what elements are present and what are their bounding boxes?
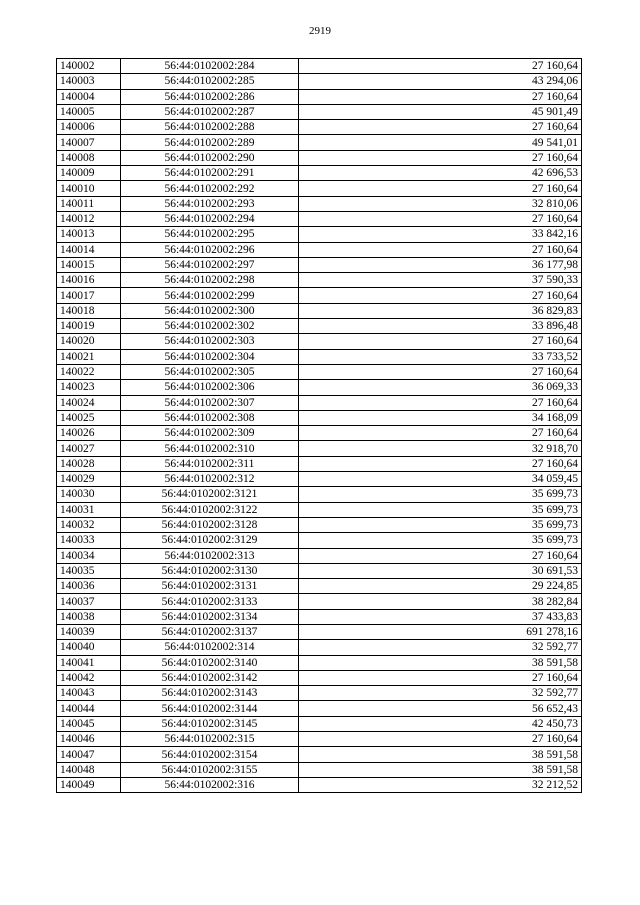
table-row [57, 456, 582, 471]
cadastral-value-cell: 27 160,64 [299, 211, 582, 226]
cadastral-value-cell: 32 592,77 [299, 686, 582, 701]
cadastral-number-cell: 56:44:0102002:290 [121, 150, 299, 165]
cadastral-number-cell: 56:44:0102002:287 [121, 104, 299, 119]
row-id-cell: 140031 [57, 502, 121, 517]
cadastral-number-cell: 56:44:0102002:313 [121, 548, 299, 563]
cadastral-number-cell: 56:44:0102002:3155 [121, 762, 299, 777]
cadastral-value-cell: 36 829,83 [299, 303, 582, 318]
table-row [57, 747, 582, 762]
row-id-cell: 140047 [57, 747, 121, 762]
cadastral-number-cell: 56:44:0102002:3129 [121, 533, 299, 548]
table-row [57, 273, 582, 288]
row-id-cell: 140010 [57, 181, 121, 196]
cadastral-value-cell: 56 652,43 [299, 701, 582, 716]
cadastral-value-cell: 35 699,73 [299, 533, 582, 548]
table-row [57, 380, 582, 395]
row-id-cell: 140014 [57, 242, 121, 257]
cadastral-value-cell: 32 212,52 [299, 777, 582, 792]
cadastral-value-cell: 27 160,64 [299, 89, 582, 104]
table-row [57, 533, 582, 548]
cadastral-value-cell: 42 450,73 [299, 716, 582, 731]
row-id-cell: 140015 [57, 257, 121, 272]
cadastral-value-cell: 37 433,83 [299, 609, 582, 624]
row-id-cell: 140049 [57, 777, 121, 792]
cadastral-value-cell: 32 592,77 [299, 640, 582, 655]
table-body [57, 59, 582, 793]
row-id-cell: 140023 [57, 380, 121, 395]
row-id-cell: 140034 [57, 548, 121, 563]
cadastral-number-cell: 56:44:0102002:309 [121, 426, 299, 441]
cadastral-value-cell: 27 160,64 [299, 242, 582, 257]
row-id-cell: 140012 [57, 211, 121, 226]
row-id-cell: 140016 [57, 273, 121, 288]
cadastral-value-table [56, 58, 582, 793]
table-row [57, 716, 582, 731]
table-row [57, 59, 582, 74]
table-row [57, 166, 582, 181]
cadastral-number-cell: 56:44:0102002:3144 [121, 701, 299, 716]
table-row [57, 426, 582, 441]
cadastral-number-cell: 56:44:0102002:307 [121, 395, 299, 410]
cadastral-value-cell: 38 591,58 [299, 762, 582, 777]
cadastral-number-cell: 56:44:0102002:295 [121, 227, 299, 242]
cadastral-value-cell: 32 810,06 [299, 196, 582, 211]
cadastral-number-cell: 56:44:0102002:293 [121, 196, 299, 211]
cadastral-number-cell: 56:44:0102002:306 [121, 380, 299, 395]
cadastral-value-cell: 27 160,64 [299, 181, 582, 196]
cadastral-number-cell: 56:44:0102002:308 [121, 410, 299, 425]
row-id-cell: 140003 [57, 74, 121, 89]
row-id-cell: 140009 [57, 166, 121, 181]
cadastral-number-cell: 56:44:0102002:3134 [121, 609, 299, 624]
cadastral-value-cell: 33 896,48 [299, 319, 582, 334]
cadastral-value-cell: 34 059,45 [299, 472, 582, 487]
cadastral-number-cell: 56:44:0102002:288 [121, 120, 299, 135]
table-row [57, 655, 582, 670]
table-row [57, 609, 582, 624]
page-number: 2919 [309, 25, 331, 37]
cadastral-number-cell: 56:44:0102002:312 [121, 472, 299, 487]
row-id-cell: 140039 [57, 624, 121, 639]
row-id-cell: 140046 [57, 732, 121, 747]
cadastral-number-cell: 56:44:0102002:3140 [121, 655, 299, 670]
cadastral-number-cell: 56:44:0102002:3133 [121, 594, 299, 609]
row-id-cell: 140048 [57, 762, 121, 777]
cadastral-number-cell: 56:44:0102002:3145 [121, 716, 299, 731]
table-row [57, 104, 582, 119]
row-id-cell: 140029 [57, 472, 121, 487]
cadastral-value-cell: 42 696,53 [299, 166, 582, 181]
cadastral-value-cell: 38 591,58 [299, 655, 582, 670]
row-id-cell: 140025 [57, 410, 121, 425]
table-row [57, 120, 582, 135]
table-row [57, 89, 582, 104]
row-id-cell: 140017 [57, 288, 121, 303]
cadastral-value-cell: 27 160,64 [299, 426, 582, 441]
cadastral-value-cell: 38 591,58 [299, 747, 582, 762]
row-id-cell: 140038 [57, 609, 121, 624]
row-id-cell: 140036 [57, 579, 121, 594]
row-id-cell: 140013 [57, 227, 121, 242]
table-row [57, 502, 582, 517]
table-row [57, 548, 582, 563]
cadastral-number-cell: 56:44:0102002:3143 [121, 686, 299, 701]
table-row [57, 686, 582, 701]
row-id-cell: 140005 [57, 104, 121, 119]
row-id-cell: 140042 [57, 670, 121, 685]
row-id-cell: 140044 [57, 701, 121, 716]
cadastral-number-cell: 56:44:0102002:316 [121, 777, 299, 792]
table-row [57, 395, 582, 410]
cadastral-value-cell: 36 069,33 [299, 380, 582, 395]
table-row [57, 441, 582, 456]
cadastral-number-cell: 56:44:0102002:3131 [121, 579, 299, 594]
table-row [57, 334, 582, 349]
table-row [57, 364, 582, 379]
table-row [57, 563, 582, 578]
cadastral-number-cell: 56:44:0102002:3154 [121, 747, 299, 762]
row-id-cell: 140030 [57, 487, 121, 502]
row-id-cell: 140021 [57, 349, 121, 364]
table-row [57, 349, 582, 364]
cadastral-number-cell: 56:44:0102002:291 [121, 166, 299, 181]
cadastral-value-cell: 27 160,64 [299, 334, 582, 349]
cadastral-number-cell: 56:44:0102002:284 [121, 59, 299, 74]
row-id-cell: 140011 [57, 196, 121, 211]
table-row [57, 410, 582, 425]
cadastral-value-cell: 35 699,73 [299, 487, 582, 502]
table-row [57, 579, 582, 594]
cadastral-number-cell: 56:44:0102002:302 [121, 319, 299, 334]
cadastral-value-cell: 32 918,70 [299, 441, 582, 456]
table-row [57, 196, 582, 211]
table-row [57, 487, 582, 502]
cadastral-value-cell: 691 278,16 [299, 624, 582, 639]
row-id-cell: 140043 [57, 686, 121, 701]
row-id-cell: 140028 [57, 456, 121, 471]
cadastral-number-cell: 56:44:0102002:286 [121, 89, 299, 104]
cadastral-number-cell: 56:44:0102002:299 [121, 288, 299, 303]
cadastral-number-cell: 56:44:0102002:314 [121, 640, 299, 655]
cadastral-value-cell: 49 541,01 [299, 135, 582, 150]
cadastral-number-cell: 56:44:0102002:304 [121, 349, 299, 364]
table-row [57, 303, 582, 318]
row-id-cell: 140022 [57, 364, 121, 379]
table-row [57, 135, 582, 150]
cadastral-value-cell: 27 160,64 [299, 395, 582, 410]
cadastral-value-cell: 27 160,64 [299, 548, 582, 563]
row-id-cell: 140004 [57, 89, 121, 104]
cadastral-value-cell: 27 160,64 [299, 670, 582, 685]
row-id-cell: 140024 [57, 395, 121, 410]
cadastral-number-cell: 56:44:0102002:289 [121, 135, 299, 150]
cadastral-value-cell: 33 733,52 [299, 349, 582, 364]
cadastral-value-cell: 34 168,09 [299, 410, 582, 425]
table-row [57, 319, 582, 334]
row-id-cell: 140002 [57, 59, 121, 74]
table-row [57, 701, 582, 716]
cadastral-value-cell: 35 699,73 [299, 502, 582, 517]
table-row [57, 257, 582, 272]
table-row [57, 472, 582, 487]
cadastral-number-cell: 56:44:0102002:303 [121, 334, 299, 349]
cadastral-value-cell: 27 160,64 [299, 150, 582, 165]
row-id-cell: 140018 [57, 303, 121, 318]
cadastral-number-cell: 56:44:0102002:285 [121, 74, 299, 89]
table-row [57, 150, 582, 165]
table-row [57, 211, 582, 226]
cadastral-value-cell: 36 177,98 [299, 257, 582, 272]
cadastral-number-cell: 56:44:0102002:3130 [121, 563, 299, 578]
cadastral-number-cell: 56:44:0102002:3128 [121, 517, 299, 532]
table-row [57, 624, 582, 639]
cadastral-number-cell: 56:44:0102002:298 [121, 273, 299, 288]
cadastral-number-cell: 56:44:0102002:305 [121, 364, 299, 379]
table-row [57, 517, 582, 532]
table-row [57, 732, 582, 747]
row-id-cell: 140008 [57, 150, 121, 165]
cadastral-value-cell: 27 160,64 [299, 120, 582, 135]
cadastral-value-cell: 43 294,06 [299, 74, 582, 89]
table-row [57, 670, 582, 685]
row-id-cell: 140007 [57, 135, 121, 150]
cadastral-number-cell: 56:44:0102002:292 [121, 181, 299, 196]
table-row [57, 288, 582, 303]
row-id-cell: 140035 [57, 563, 121, 578]
table-row [57, 74, 582, 89]
cadastral-value-cell: 45 901,49 [299, 104, 582, 119]
row-id-cell: 140019 [57, 319, 121, 334]
cadastral-value-cell: 29 224,85 [299, 579, 582, 594]
cadastral-value-cell: 30 691,53 [299, 563, 582, 578]
table-row [57, 762, 582, 777]
table-row [57, 777, 582, 792]
cadastral-value-cell: 38 282,84 [299, 594, 582, 609]
cadastral-number-cell: 56:44:0102002:294 [121, 211, 299, 226]
cadastral-number-cell: 56:44:0102002:3121 [121, 487, 299, 502]
cadastral-value-cell: 35 699,73 [299, 517, 582, 532]
cadastral-value-cell: 33 842,16 [299, 227, 582, 242]
row-id-cell: 140040 [57, 640, 121, 655]
cadastral-value-cell: 27 160,64 [299, 456, 582, 471]
cadastral-number-cell: 56:44:0102002:296 [121, 242, 299, 257]
cadastral-number-cell: 56:44:0102002:297 [121, 257, 299, 272]
cadastral-value-cell: 27 160,64 [299, 288, 582, 303]
cadastral-number-cell: 56:44:0102002:3122 [121, 502, 299, 517]
row-id-cell: 140033 [57, 533, 121, 548]
table-row [57, 181, 582, 196]
row-id-cell: 140041 [57, 655, 121, 670]
cadastral-value-cell: 27 160,64 [299, 732, 582, 747]
table-row [57, 242, 582, 257]
cadastral-number-cell: 56:44:0102002:311 [121, 456, 299, 471]
cadastral-value-cell: 27 160,64 [299, 364, 582, 379]
cadastral-number-cell: 56:44:0102002:3142 [121, 670, 299, 685]
table-row [57, 594, 582, 609]
row-id-cell: 140020 [57, 334, 121, 349]
cadastral-number-cell: 56:44:0102002:3137 [121, 624, 299, 639]
cadastral-number-cell: 56:44:0102002:300 [121, 303, 299, 318]
row-id-cell: 140032 [57, 517, 121, 532]
table-row [57, 227, 582, 242]
row-id-cell: 140027 [57, 441, 121, 456]
row-id-cell: 140037 [57, 594, 121, 609]
row-id-cell: 140026 [57, 426, 121, 441]
row-id-cell: 140006 [57, 120, 121, 135]
cadastral-number-cell: 56:44:0102002:315 [121, 732, 299, 747]
table-row [57, 640, 582, 655]
cadastral-number-cell: 56:44:0102002:310 [121, 441, 299, 456]
row-id-cell: 140045 [57, 716, 121, 731]
cadastral-value-cell: 27 160,64 [299, 59, 582, 74]
cadastral-value-cell: 37 590,33 [299, 273, 582, 288]
